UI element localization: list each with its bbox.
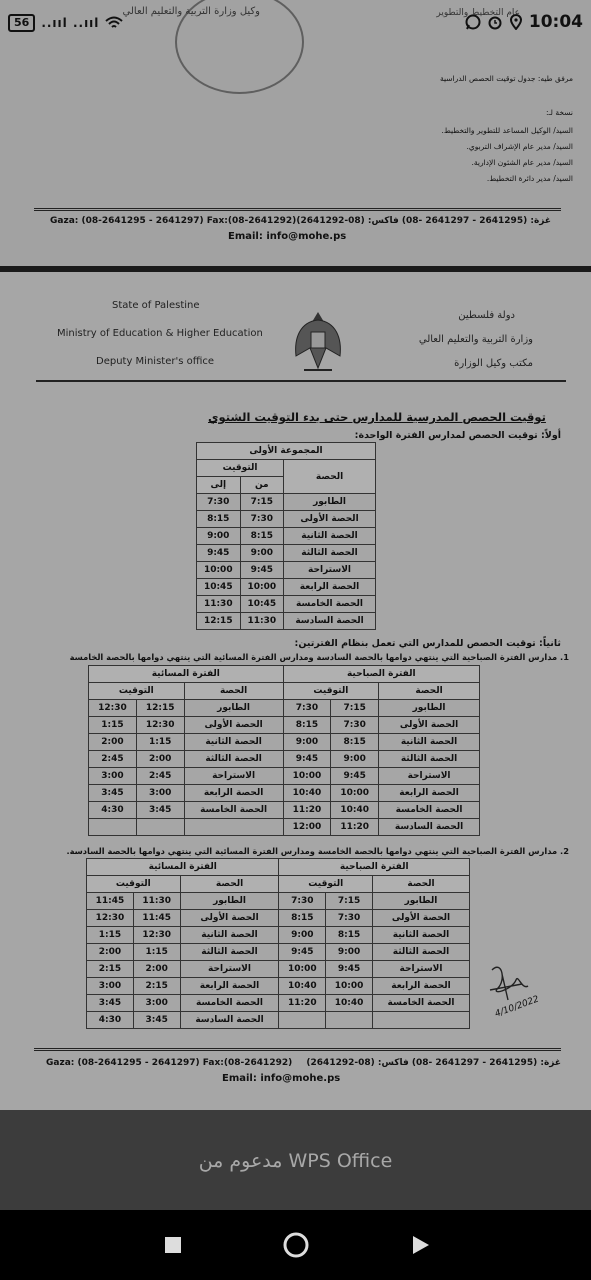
to-time-cell: 11:45 bbox=[87, 893, 134, 910]
to-time-cell: 8:15 bbox=[279, 910, 326, 927]
from-time-cell: 3:45 bbox=[136, 802, 184, 819]
period-cell: الحصة الأولى bbox=[180, 910, 279, 927]
to-time-cell: 10:00 bbox=[197, 562, 241, 579]
from-time-cell: 7:15 bbox=[331, 700, 379, 717]
from-time-cell: 8:15 bbox=[240, 528, 284, 545]
to-time-cell: 4:30 bbox=[89, 802, 137, 819]
to-time-cell: 3:45 bbox=[89, 785, 137, 802]
battery-indicator: 56 bbox=[8, 14, 35, 32]
palestine-emblem-icon bbox=[290, 308, 346, 378]
period-cell: الحصة الخامسة bbox=[379, 802, 480, 819]
table-row bbox=[87, 944, 470, 961]
from-time-cell: 7:30 bbox=[326, 910, 373, 927]
period-cell: الحصة الخامسة bbox=[284, 596, 376, 613]
period-cell: الطابور bbox=[184, 700, 283, 717]
col-period-header: الحصة bbox=[184, 683, 283, 700]
from-time-cell: 3:00 bbox=[133, 995, 180, 1012]
document-page-top bbox=[0, 0, 591, 266]
table-row bbox=[87, 910, 470, 927]
to-time-cell: 12:30 bbox=[89, 700, 137, 717]
to-time-cell: 9:00 bbox=[283, 734, 331, 751]
two-shift-table-2 bbox=[86, 858, 470, 1029]
col-timing-header: التوقيت bbox=[279, 876, 373, 893]
from-time-cell: 1:15 bbox=[136, 734, 184, 751]
copy-line: السيد/ مدير عام الإشراف التربوي. bbox=[466, 142, 573, 151]
header-office-ar: مكتب وكيل الوزارة bbox=[454, 358, 533, 369]
period-cell: الحصة الثالثة bbox=[373, 944, 470, 961]
period-cell: الحصة الأولى bbox=[379, 717, 480, 734]
period-cell: الحصة الثانية bbox=[284, 528, 376, 545]
from-time-cell: 9:45 bbox=[326, 961, 373, 978]
footer-email: Email: info@mohe.ps bbox=[228, 231, 347, 242]
from-time-cell: 11:45 bbox=[133, 910, 180, 927]
period-cell bbox=[184, 819, 283, 836]
single-shift-table bbox=[196, 442, 376, 630]
period-cell: الاستراحة bbox=[379, 768, 480, 785]
to-time-cell: 3:45 bbox=[87, 995, 134, 1012]
signatory-title: وكيل وزارة التربية والتعليم العالي bbox=[122, 6, 260, 17]
wps-banner-text: مدعوم من WPS Office bbox=[198, 1150, 393, 1172]
period-cell: الاستراحة bbox=[184, 768, 283, 785]
from-time-cell: 7:30 bbox=[331, 717, 379, 734]
to-time-cell: 11:30 bbox=[197, 596, 241, 613]
to-time-cell: 12:30 bbox=[87, 910, 134, 927]
footer-contact-ar: غزة: (2641295 - 2641297 -08) فاكس: (08-2641292) bbox=[306, 1058, 561, 1068]
table-row bbox=[89, 734, 480, 751]
to-time-cell: 10:40 bbox=[283, 785, 331, 802]
table-row bbox=[197, 613, 376, 630]
footer-contact-ar: غزة: (2641295 - 2641297 -08) فاكس: (08-2641292) bbox=[296, 216, 551, 226]
to-time-cell: 2:15 bbox=[87, 961, 134, 978]
recents-button-icon[interactable] bbox=[164, 1236, 182, 1254]
table-row bbox=[87, 893, 470, 910]
period-cell: الحصة الثانية bbox=[379, 734, 480, 751]
to-time-cell: 9:00 bbox=[279, 927, 326, 944]
to-time-cell: 8:15 bbox=[197, 511, 241, 528]
table-row bbox=[197, 511, 376, 528]
period-cell: الحصة الأولى bbox=[373, 910, 470, 927]
table-row bbox=[197, 562, 376, 579]
to-time-cell: 10:45 bbox=[197, 579, 241, 596]
back-button-icon[interactable] bbox=[411, 1234, 431, 1256]
table-row bbox=[197, 579, 376, 596]
from-time-cell: 10:00 bbox=[240, 579, 284, 596]
period-cell: الطابور bbox=[284, 494, 376, 511]
copy-to-label: نسخة لـ: bbox=[545, 108, 573, 117]
group-header: المجموعة الأولى bbox=[197, 443, 376, 460]
signature-date: 4/10/2022 bbox=[493, 994, 541, 1020]
from-time-cell: 1:15 bbox=[133, 944, 180, 961]
navigation-bar bbox=[0, 1210, 591, 1280]
period-cell: الحصة الثالثة bbox=[184, 751, 283, 768]
to-time-cell: 10:40 bbox=[279, 978, 326, 995]
from-time-cell: 9:00 bbox=[240, 545, 284, 562]
from-time-cell bbox=[326, 1012, 373, 1029]
period-cell: الحصة الخامسة bbox=[373, 995, 470, 1012]
from-time-cell: 11:30 bbox=[133, 893, 180, 910]
section1-label: أولاً: توقيت الحصص لمدارس الفترة الواحدة: bbox=[354, 430, 561, 441]
col-timing-header: التوقيت bbox=[197, 460, 284, 477]
table-row bbox=[197, 545, 376, 562]
to-time-cell: 11:20 bbox=[283, 802, 331, 819]
document-title: توقيت الحصص المدرسية للمدارس حتى بدء التوقيت الشتوي bbox=[208, 410, 546, 424]
footer-email: Email: info@mohe.ps bbox=[222, 1073, 341, 1084]
table-row bbox=[89, 802, 480, 819]
col-period-header: الحصة bbox=[284, 460, 376, 494]
header-office-en: Deputy Minister's office bbox=[96, 356, 215, 367]
to-time-cell: 3:00 bbox=[89, 768, 137, 785]
to-time-cell: 7:30 bbox=[283, 700, 331, 717]
from-time-cell: 2:45 bbox=[136, 768, 184, 785]
header-state-ar: دولة فلسطين bbox=[458, 310, 515, 321]
from-time-cell: 10:00 bbox=[331, 785, 379, 802]
to-time-cell: 12:00 bbox=[283, 819, 331, 836]
to-time-cell: 2:45 bbox=[89, 751, 137, 768]
col-from-header: من bbox=[240, 477, 284, 494]
from-time-cell: 7:15 bbox=[240, 494, 284, 511]
header-ministry-en: Ministry of Education & Higher Education bbox=[57, 328, 263, 339]
table-row bbox=[89, 700, 480, 717]
period-cell: الحصة الرابعة bbox=[379, 785, 480, 802]
from-time-cell: 9:00 bbox=[326, 944, 373, 961]
period-cell: الطابور bbox=[379, 700, 480, 717]
to-time-cell: 9:45 bbox=[197, 545, 241, 562]
table-row bbox=[87, 927, 470, 944]
to-time-cell bbox=[279, 1012, 326, 1029]
official-stamp bbox=[175, 0, 304, 94]
to-time-cell: 9:45 bbox=[283, 751, 331, 768]
to-time-cell: 7:30 bbox=[279, 893, 326, 910]
from-time-cell bbox=[136, 819, 184, 836]
header-divider bbox=[36, 380, 566, 382]
table-row bbox=[197, 528, 376, 545]
period-cell: الحصة الثانية bbox=[180, 927, 279, 944]
to-time-cell: 11:20 bbox=[279, 995, 326, 1012]
to-time-cell: 7:30 bbox=[197, 494, 241, 511]
to-time-cell: 9:00 bbox=[197, 528, 241, 545]
from-time-cell: 2:00 bbox=[136, 751, 184, 768]
header-state-en: State of Palestine bbox=[112, 300, 200, 311]
to-time-cell: 1:15 bbox=[89, 717, 137, 734]
table-row bbox=[87, 1012, 470, 1029]
from-time-cell: 3:45 bbox=[133, 1012, 180, 1029]
table-row bbox=[87, 978, 470, 995]
from-time-cell: 12:30 bbox=[133, 927, 180, 944]
from-time-cell: 2:15 bbox=[133, 978, 180, 995]
morning-header: الفترة الصباحية bbox=[279, 859, 470, 876]
table-row bbox=[89, 717, 480, 734]
to-time-cell: 10:00 bbox=[279, 961, 326, 978]
from-time-cell: 8:15 bbox=[326, 927, 373, 944]
table-row bbox=[87, 995, 470, 1012]
period-cell: الحصة الخامسة bbox=[180, 995, 279, 1012]
from-time-cell: 10:40 bbox=[326, 995, 373, 1012]
clock: 10:04 bbox=[528, 12, 583, 32]
period-cell: الحصة الرابعة bbox=[184, 785, 283, 802]
from-time-cell: 8:15 bbox=[331, 734, 379, 751]
period-cell: الاستراحة bbox=[284, 562, 376, 579]
period-cell: الحصة الثالثة bbox=[180, 944, 279, 961]
note-1: 1. مدارس الفترة الصباحية التي ينتهي دوامها بالحصة السادسة ومدارس الفترة المسائية التي ينتهي دوامها بالحصة الخامسة bbox=[69, 652, 569, 662]
period-cell: الطابور bbox=[373, 893, 470, 910]
table-row bbox=[89, 819, 480, 836]
period-cell: الاستراحة bbox=[373, 961, 470, 978]
note-2: 2. مدارس الفترة الصباحية التي ينتهي دوامها بالحصة الخامسة ومدارس الفترة المسائية التي ينتهي دوامها بالحصة السادسة. bbox=[66, 846, 569, 856]
from-time-cell: 7:30 bbox=[240, 511, 284, 528]
footer-contact-en: Gaza: (08-2641295 - 2641297) Fax:(08-2641292) bbox=[46, 1058, 293, 1068]
header-ministry-ar: وزارة التربية والتعليم العالي bbox=[418, 334, 533, 345]
from-time-cell: 12:15 bbox=[136, 700, 184, 717]
col-timing-header: التوقيت bbox=[87, 876, 181, 893]
period-cell: الحصة الخامسة bbox=[184, 802, 283, 819]
attachment-line: مرفق طيه: جدول توقيت الحصص الدراسية bbox=[440, 74, 573, 83]
copy-line: السيد/ الوكيل المساعد للتطوير والتخطيط. bbox=[441, 126, 573, 135]
from-time-cell: 3:00 bbox=[136, 785, 184, 802]
col-timing-header: التوقيت bbox=[283, 683, 379, 700]
from-time-cell: 9:45 bbox=[331, 768, 379, 785]
period-cell: الحصة الأولى bbox=[284, 511, 376, 528]
from-time-cell: 9:00 bbox=[331, 751, 379, 768]
footer-divider bbox=[34, 1048, 561, 1051]
col-timing-header: التوقيت bbox=[89, 683, 185, 700]
table-row bbox=[89, 768, 480, 785]
from-time-cell: 12:30 bbox=[136, 717, 184, 734]
from-time-cell: 11:30 bbox=[240, 613, 284, 630]
to-time-cell: 12:15 bbox=[197, 613, 241, 630]
from-time-cell: 9:45 bbox=[240, 562, 284, 579]
col-to-header: إلى bbox=[197, 477, 241, 494]
table-row bbox=[197, 596, 376, 613]
copy-line: السيد/ مدير عام الشئون الإدارية. bbox=[471, 158, 573, 167]
to-time-cell: 8:15 bbox=[283, 717, 331, 734]
period-cell: الحصة الرابعة bbox=[180, 978, 279, 995]
table-row bbox=[87, 961, 470, 978]
from-time-cell: 10:40 bbox=[331, 802, 379, 819]
period-cell bbox=[373, 1012, 470, 1029]
from-time-cell: 10:45 bbox=[240, 596, 284, 613]
period-cell: الحصة الثالثة bbox=[379, 751, 480, 768]
to-time-cell: 2:00 bbox=[87, 944, 134, 961]
period-cell: الحصة السادسة bbox=[180, 1012, 279, 1029]
col-period-header: الحصة bbox=[180, 876, 279, 893]
document-page-main bbox=[0, 272, 591, 1110]
to-time-cell bbox=[89, 819, 137, 836]
period-cell: الحصة الرابعة bbox=[373, 978, 470, 995]
from-time-cell: 2:00 bbox=[133, 961, 180, 978]
table-row bbox=[197, 494, 376, 511]
period-cell: الطابور bbox=[180, 893, 279, 910]
period-cell: الحصة السادسة bbox=[284, 613, 376, 630]
wifi-icon bbox=[105, 16, 123, 30]
to-time-cell: 3:00 bbox=[87, 978, 134, 995]
period-cell: الحصة الثانية bbox=[184, 734, 283, 751]
period-cell: الحصة الثانية bbox=[373, 927, 470, 944]
to-time-cell: 4:30 bbox=[87, 1012, 134, 1029]
to-time-cell: 9:45 bbox=[279, 944, 326, 961]
from-time-cell: 10:00 bbox=[326, 978, 373, 995]
to-time-cell: 1:15 bbox=[87, 927, 134, 944]
signal-icon: ..ııl ..ııl bbox=[41, 16, 100, 30]
from-time-cell: 7:15 bbox=[326, 893, 373, 910]
wps-banner[interactable] bbox=[0, 1110, 591, 1210]
footer-divider bbox=[34, 208, 561, 211]
top-note: عام التخطيط والتطوير bbox=[436, 8, 520, 18]
period-cell: الحصة الرابعة bbox=[284, 579, 376, 596]
table-row bbox=[89, 751, 480, 768]
from-time-cell: 11:20 bbox=[331, 819, 379, 836]
period-cell: الاستراحة bbox=[180, 961, 279, 978]
two-shift-table-1 bbox=[88, 665, 480, 836]
period-cell: الحصة السادسة bbox=[379, 819, 480, 836]
col-period-header: الحصة bbox=[373, 876, 470, 893]
col-period-header: الحصة bbox=[379, 683, 480, 700]
table-row bbox=[89, 785, 480, 802]
footer-contact-en: Gaza: (08-2641295 - 2641297) Fax:(08-2641292) bbox=[50, 216, 297, 226]
section2-label: ثانياً: توقيت الحصص للمدارس التي تعمل بنظام الفترتين: bbox=[294, 638, 561, 649]
evening-header: الفترة المسائية bbox=[87, 859, 279, 876]
to-time-cell: 2:00 bbox=[89, 734, 137, 751]
evening-header: الفترة المسائية bbox=[89, 666, 284, 683]
morning-header: الفترة الصباحية bbox=[283, 666, 479, 683]
period-cell: الحصة الأولى bbox=[184, 717, 283, 734]
copy-line: السيد/ مدير دائرة التخطيط. bbox=[486, 174, 573, 183]
period-cell: الحصة الثالثة bbox=[284, 545, 376, 562]
to-time-cell: 10:00 bbox=[283, 768, 331, 785]
home-button-icon[interactable] bbox=[282, 1231, 310, 1259]
